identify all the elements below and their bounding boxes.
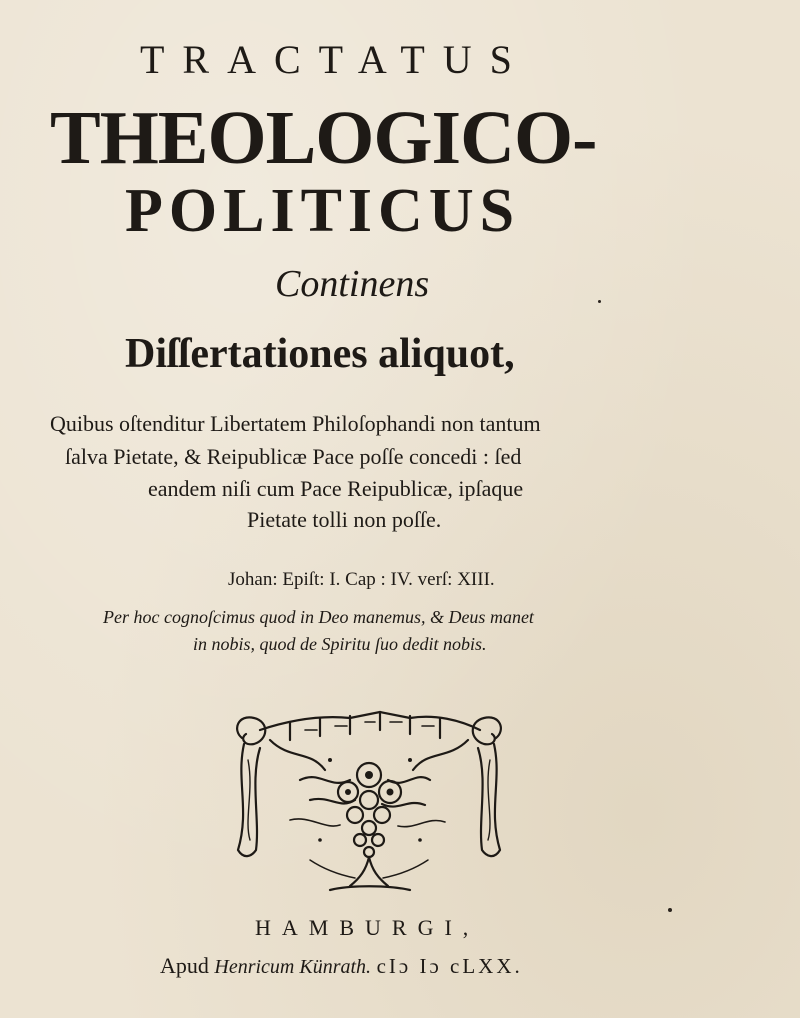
heading-dissertationes: Diſſertationes aliquot, <box>125 331 515 377</box>
imprint-city: HAMBURGI, <box>255 915 480 940</box>
ink-speck <box>598 300 601 303</box>
body-line-4: Pietate tolli non poſſe. <box>247 507 442 532</box>
imprint-printer: Henricum Künrath. <box>214 956 372 978</box>
subtitle-continens: Continens <box>275 263 430 305</box>
quote-line-2: in nobis, quod de Spiritu ſuo dedit nobis. <box>193 634 487 654</box>
imprint-year: cIɔ Iɔ cLXX. <box>376 954 523 978</box>
imprint-line <box>160 955 523 977</box>
title-line-theologico: THEOLOGICO- <box>50 96 597 180</box>
ink-speck <box>668 908 672 912</box>
body-line-3: eandem niſi cum Pace Reipublicæ, ipſaque <box>148 476 524 501</box>
imprint-apud: Apud <box>160 953 209 978</box>
scripture-reference: Johan: Epiſt: I. Cap : IV. verſ: XIII. <box>228 569 495 590</box>
body-line-1: Quibus oſtenditur Libertatem Philoſophandi non tantum <box>50 411 541 436</box>
title-line-tractatus: TRACTATUS <box>140 37 530 82</box>
quote-line-1: Per hoc cognoſcimus quod in Deo manemus, & Deus manet <box>103 607 534 627</box>
title-line-politicus: POLITICUS <box>125 177 521 245</box>
cornucopia-printer-ornament-icon <box>230 700 508 900</box>
body-line-2: ſalva Pietate, & Reipublicæ Pace poſſe concedi : ſed <box>65 444 522 469</box>
